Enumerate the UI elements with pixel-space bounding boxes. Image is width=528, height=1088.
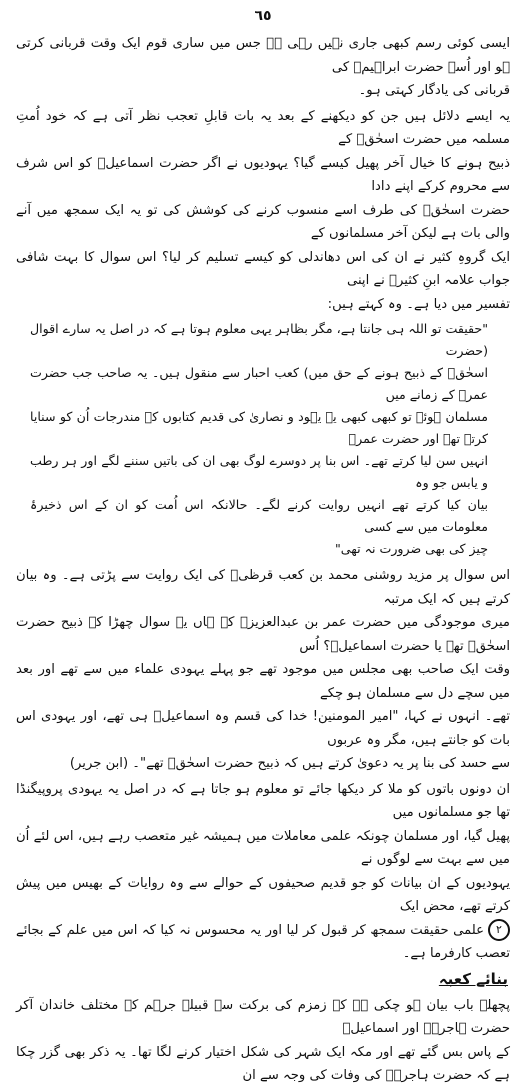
text-line: کے پاس بس گئے تھے اور مکہ ایک شہر کی شکل اختیار کرنے لگا تھا۔ یہ ذکر بھی گزر چکا ہے کہ حضرت ہاجرہؑ کی وفات کی وجہ سے ان: [16, 1044, 510, 1083]
text-line: اس سوال پر مزید روشنی محمد بن کعب قرظیؒ کی ایک روایت سے پڑتی ہے۔ وہ بیان کرتے ہیں کہ ایک مرتبہ: [16, 568, 510, 607]
text-line: پھیل گیا، اور مسلمان چونکہ علمی معاملات میں ہمیشہ غیر متعصب رہے ہیں، اس لئے اُن میں سے بہت سے لوگوں نے: [16, 828, 510, 867]
text-line: وقت ایک صاحب بھی مجلس میں موجود تھے جو پہلے یہودی علماء میں سے تھے اور بعد میں سچے دل سے مسلمان ہو چکے: [16, 662, 510, 701]
section-heading: بنائے کعبہ: [438, 969, 508, 988]
paragraph-1: [16, 32, 510, 103]
text-line: یہودیوں کے ان بیانات کو جو قدیم صحیفوں کے حوالے سے وہ روایات کے بھیس میں پیش کرتے تھے، محض ایک: [16, 875, 510, 914]
text-line: میری موجودگی میں حضرت عمر بن عبدالعزیزؒ کے ہاں یہ سوال چھڑا کہ ذبیح حضرت اسحٰقؑ تھے یا حضرت اسماعیلؑ؟ اُس: [16, 615, 510, 654]
quote-line: "حقیقت تو اللہ ہی جانتا ہے، مگر بظاہر یہی معلوم ہوتا ہے کہ در اصل یہ سارے اقوال (حضرت: [30, 321, 488, 358]
text-line: ایک گروہِ کثیر نے ان کی اس دھاندلی کو کیسے تسلیم کر لیا؟ اس سوال کا بہت شافی جواب علامہ ابنِ کثیرؒ نے اپنی: [16, 249, 510, 288]
text-line: حضرت اسحٰقؑ کی طرف اسے منسوب کرنے کی کوشش کی تو یہ ایک سمجھ میں آنے والی بات ہے لیکن آخر مسلمانوں کے: [16, 202, 510, 241]
quote-line: بیان کیا کرتے تھے انہیں روایت کرنے لگے۔ حالانکہ اس اُمت کو ان کے اس ذخیرۂ معلومات میں سے کسی: [30, 497, 488, 534]
quote-line: مسلمان ہوئے تو کبھی کبھی یہ یہود و نصاریٰ کی قدیم کتابوں کے مندرجات اُن کو سنایا کرتے تھے اور حضرت عمرؓ: [30, 409, 488, 446]
quote-line: انہیں سن لیا کرتے تھے۔ اس بنا پر دوسرے لوگ بھی ان کی باتیں سننے لگے اور ہر رطب و یابس جو وہ: [30, 453, 488, 490]
text-line: سے حسد کی بنا پر یہ دعویٰ کرتے ہیں کہ ذبیح حضرت اسحٰقؑ تھے"۔ (ابن جریر): [69, 756, 510, 771]
quote-line: چیز کی بھی ضرورت نہ تھی": [335, 541, 488, 556]
text-line-content: علمی حقیقت سمجھ کر قبول کر لیا اور یہ محسوس نہ کیا کہ اس میں علم کے بجائے تعصب کارفرما ہے۔: [16, 922, 510, 961]
paragraph-2: [16, 105, 510, 317]
paragraph-4: [16, 778, 510, 966]
page-number: ٦٥: [254, 8, 272, 24]
paragraph-5: [16, 994, 510, 1088]
text-line: یہ ایسے دلائل ہیں جن کو دیکھنے کے بعد یہ بات قابلِ تعجب نظر آتی ہے کہ خود اُمتِ مسلمہ میں حضرت اسحٰقؑ کے: [16, 108, 510, 147]
quote-line: اسحٰقؑ کے ذبیح ہونے کے حق میں) کعب احبار سے منقول ہیں۔ یہ صاحب جب حضرت عمرؓ کے زمانے میں: [30, 365, 488, 402]
text-line: قربانی کی یادگار کہتی ہو۔: [358, 83, 510, 98]
text-line: تھے۔ انہوں نے کہا، "امیر المومنین! خدا کی قسم وہ اسماعیلؑ ہی تھے، اور یہودی اس بات کو جانتے ہیں، مگر وہ عربوں: [16, 709, 510, 748]
text-line: ان دونوں باتوں کو ملا کر دیکھا جائے تو معلوم ہو جاتا ہے کہ در اصل یہ یہودی پروپیگنڈا تھا جو مسلمانوں میں: [16, 781, 510, 820]
paragraph-3: [16, 564, 510, 776]
text-line: [16, 919, 510, 966]
text-line: پچھلے باب بیان ہو چکی ہے کہ زمزم کی برکت سے قبیلۂ جرہم کے مختلف خاندان آکر حضرت ہاجرہؑ اور اسماعیلؑ: [16, 997, 510, 1036]
text-line: تفسیر میں دیا ہے۔ وہ کہتے ہیں:: [327, 296, 510, 312]
text-line: ایسی کوئی رسم کبھی جاری نہیں رہی ہے جس میں ساری قوم ایک وقت قربانی کرتی ہو اور اُسے حضرت ابراہیمؑ کی: [16, 36, 510, 75]
block-quote: [30, 318, 488, 560]
footnote-marker: ۲: [488, 919, 510, 941]
text-line: ذبیح ہونے کا خیال آخر پھیل کیسے گیا؟ یہودیوں نے اگر حضرت اسماعیلؑ کو اس شرف سے محروم کرکے اپنے دادا: [16, 155, 510, 194]
